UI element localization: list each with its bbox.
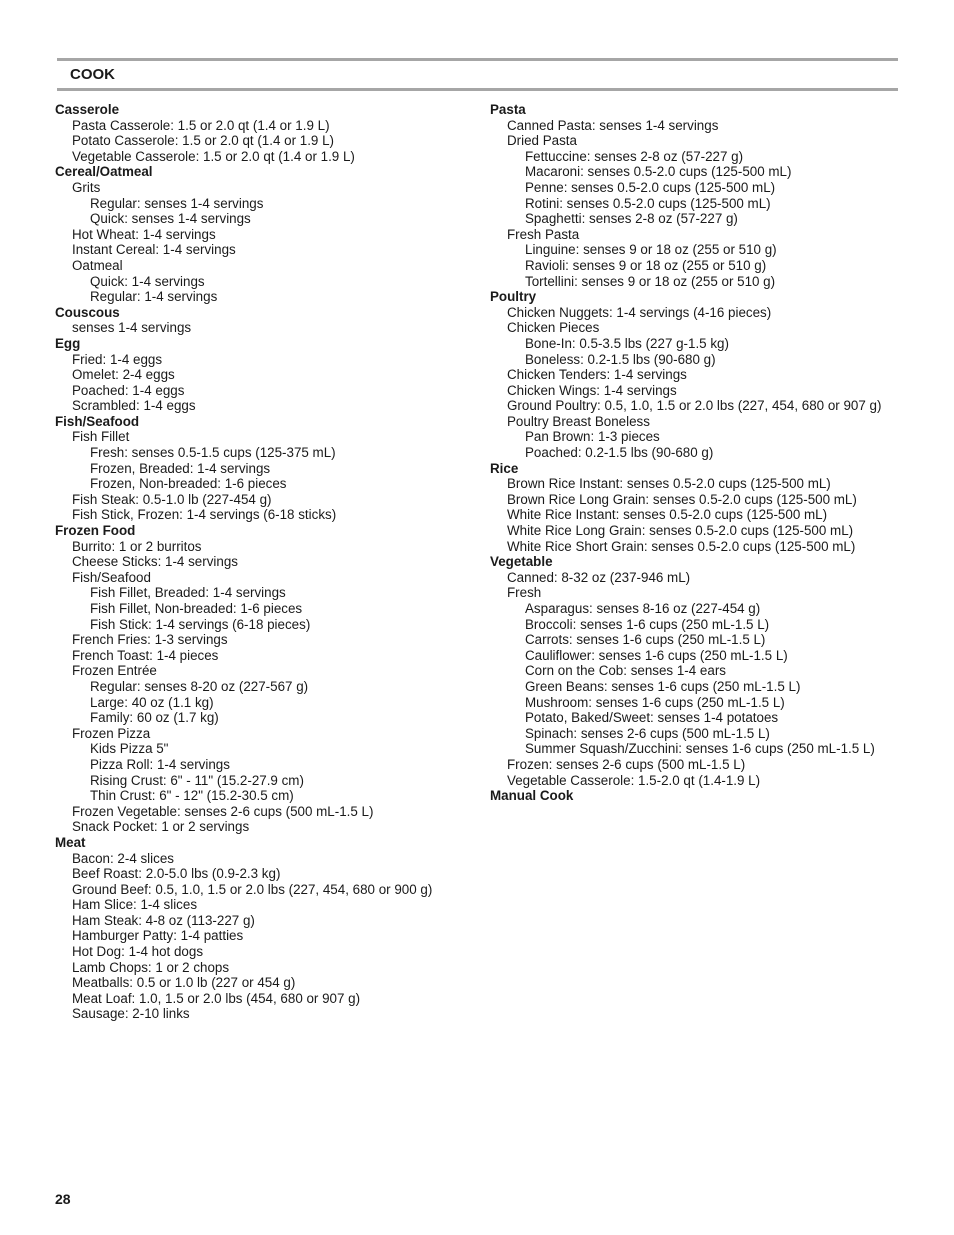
sub-list-item: Family: 60 oz (1.7 kg) [90,710,219,726]
sub-list-item: Ravioli: senses 9 or 18 oz (255 or 510 g) [525,257,767,273]
category-heading: Vegetable [490,554,553,570]
sub-list-item: Penne: senses 0.5-2.0 cups (125-500 mL) [525,179,776,195]
list-item: Dried Pasta [507,133,577,149]
category-heading: Meat [55,834,86,850]
list-item: Ham Steak: 4-8 oz (113-227 g) [72,912,255,928]
list-item: White Rice Long Grain: senses 0.5-2.0 cups (125-500 mL) [507,523,854,539]
sub-list-item: Macaroni: senses 0.5-2.0 cups (125-500 mL) [525,164,792,180]
sub-list-item: Rotini: senses 0.5-2.0 cups (125-500 mL) [525,195,771,211]
page-number: 28 [55,1191,71,1207]
list-item: Potato Casserole: 1.5 or 2.0 qt (1.4 or 1.9 L) [72,133,335,149]
sub-list-item: Frozen, Breaded: 1-4 servings [90,460,271,476]
category-heading: Frozen Food [55,523,136,539]
sub-list-item: Linguine: senses 9 or 18 oz (255 or 510 g) [525,242,777,258]
list-item: Ham Slice: 1-4 slices [72,897,198,913]
list-item: Grits [72,179,101,195]
header-rule-bottom [57,88,898,91]
list-item: Lamb Chops: 1 or 2 chops [72,959,230,975]
list-item: Canned: 8-32 oz (237-946 mL) [507,569,691,585]
list-item: Chicken Tenders: 1-4 servings [507,367,687,383]
category-heading: Rice [490,460,519,476]
list-item: Hot Dog: 1-4 hot dogs [72,944,204,960]
sub-list-item: Fish Fillet, Breaded: 1-4 servings [90,585,286,601]
sub-list-item: Carrots: senses 1-6 cups (250 mL-1.5 L) [525,632,766,648]
page-heading: COOK [70,66,115,83]
sub-list-item: Spaghetti: senses 2-8 oz (57-227 g) [525,211,738,227]
list-item: Ground Poultry: 0.5, 1.0, 1.5 or 2.0 lbs (227, 454, 680 or 907 g) [507,398,882,414]
list-item: Vegetable Casserole: 1.5-2.0 qt (1.4-1.9 L) [507,772,761,788]
sub-list-item: Poached: 0.2-1.5 lbs (90-680 g) [525,445,714,461]
sub-list-item: Cauliflower: senses 1-6 cups (250 mL-1.5 L) [525,647,788,663]
list-item: Chicken Nuggets: 1-4 servings (4-16 pieces) [507,304,772,320]
list-item: Canned Pasta: senses 1-4 servings [507,117,719,133]
list-item: French Fries: 1-3 servings [72,632,228,648]
list-item: White Rice Short Grain: senses 0.5-2.0 cups (125-500 mL) [507,538,856,554]
list-item: Chicken Pieces [507,320,600,336]
list-item: Brown Rice Instant: senses 0.5-2.0 cups (125-500 mL) [507,476,831,492]
sub-list-item: Fish Fillet, Non-breaded: 1-6 pieces [90,601,303,616]
list-item: French Toast: 1-4 pieces [72,647,219,663]
list-item: Meat Loaf: 1.0, 1.5 or 2.0 lbs (454, 680 or 907 g) [72,990,361,1006]
list-item: Hamburger Patty: 1-4 patties [72,928,244,944]
list-item: Cheese Sticks: 1-4 servings [72,554,238,570]
list-item: senses 1-4 servings [72,320,192,336]
category-heading: Poultry [490,289,537,305]
list-item: Frozen Pizza [72,725,151,741]
sub-list-item: Quick: 1-4 servings [90,273,205,289]
list-item: Burrito: 1 or 2 burritos [72,538,202,554]
right-column [490,102,910,804]
sub-list-item: Pizza Roll: 1-4 servings [90,756,230,772]
list-item: Fish Stick, Frozen: 1-4 servings (6-18 sticks) [72,507,337,523]
sub-list-item: Boneless: 0.2-1.5 lbs (90-680 g) [525,351,716,367]
category-heading: Manual Cook [490,788,574,804]
list-item: Frozen Entrée [72,663,157,679]
list-item: Chicken Wings: 1-4 servings [507,382,677,398]
sub-list-item: Summer Squash/Zucchini: senses 1-6 cups (250 mL-1.5 L) [525,741,875,757]
category-heading: Casserole [55,102,120,117]
category-heading: Cereal/Oatmeal [55,164,153,180]
sub-list-item: Potato, Baked/Sweet: senses 1-4 potatoes [525,710,779,726]
list-item: Fresh Pasta [507,226,580,242]
sub-list-item: Quick: senses 1-4 servings [90,211,251,227]
sub-list-item: Frozen, Non-breaded: 1-6 pieces [90,476,287,492]
sub-list-item: Regular: senses 1-4 servings [90,195,264,211]
sub-list-item: Regular: senses 8-20 oz (227-567 g) [90,678,309,694]
list-item: Meatballs: 0.5 or 1.0 lb (227 or 454 g) [72,975,296,991]
list-item: Pasta Casserole: 1.5 or 2.0 qt (1.4 or 1.9 L) [72,117,330,133]
list-item: Beef Roast: 2.0-5.0 lbs (0.9-2.3 kg) [72,866,281,882]
sub-list-item: Mushroom: senses 1-6 cups (250 mL-1.5 L) [525,694,785,710]
list-item: Fish Fillet [72,429,130,445]
list-item: Poached: 1-4 eggs [72,382,185,398]
sub-list-item: Fresh: senses 0.5-1.5 cups (125-375 mL) [90,445,336,461]
list-item: Scrambled: 1-4 eggs [72,398,196,414]
sub-list-item: Kids Pizza 5" [90,741,169,757]
list-item: Frozen Vegetable: senses 2-6 cups (500 mL-1.5 L) [72,803,374,819]
list-item: Oatmeal [72,257,123,273]
list-item: Vegetable Casserole: 1.5 or 2.0 qt (1.4 or 1.9 L) [72,148,355,164]
sub-list-item: Green Beans: senses 1-6 cups (250 mL-1.5 L) [525,678,801,694]
list-item: Frozen: senses 2-6 cups (500 mL-1.5 L) [507,756,746,772]
sub-list-item: Large: 40 oz (1.1 kg) [90,694,214,710]
sub-list-item: Rising Crust: 6" - 11" (15.2-27.9 cm) [90,772,304,788]
list-item: Fish Steak: 0.5-1.0 lb (227-454 g) [72,491,272,507]
list-item: White Rice Instant: senses 0.5-2.0 cups (125-500 mL) [507,507,828,523]
sub-list-item: Corn on the Cob: senses 1-4 ears [525,663,726,679]
list-item: Snack Pocket: 1 or 2 servings [72,819,250,835]
sub-list-item: Broccoli: senses 1-6 cups (250 mL-1.5 L) [525,616,770,632]
sub-list-item: Spinach: senses 2-6 cups (500 mL-1.5 L) [525,725,770,741]
sub-list-item: Thin Crust: 6" - 12" (15.2-30.5 cm) [90,788,294,804]
list-item: Hot Wheat: 1-4 servings [72,226,216,242]
list-item: Fish/Seafood [72,569,151,585]
list-item: Bacon: 2-4 slices [72,850,174,866]
list-item: Instant Cereal: 1-4 servings [72,242,236,258]
category-heading: Couscous [55,304,120,320]
category-heading: Pasta [490,102,526,117]
list-item: Fried: 1-4 eggs [72,351,163,367]
category-heading: Egg [55,335,81,351]
list-item: Ground Beef: 0.5, 1.0, 1.5 or 2.0 lbs (227, 454, 680 or 900 g) [72,881,433,897]
list-item: Omelet: 2-4 eggs [72,367,175,383]
sub-list-item: Bone-In: 0.5-3.5 lbs (227 g-1.5 kg) [525,335,729,351]
sub-list-item: Fettuccine: senses 2-8 oz (57-227 g) [525,148,744,164]
category-heading: Fish/Seafood [55,413,140,429]
sub-list-item: Asparagus: senses 8-16 oz (227-454 g) [525,601,761,616]
header-rule-top [57,58,898,61]
list-item: Sausage: 2-10 links [72,1006,190,1022]
sub-list-item: Tortellini: senses 9 or 18 oz (255 or 510 g) [525,273,776,289]
list-item: Brown Rice Long Grain: senses 0.5-2.0 cups (125-500 mL) [507,491,857,507]
sub-list-item: Fish Stick: 1-4 servings (6-18 pieces) [90,616,311,632]
sub-list-item: Regular: 1-4 servings [90,289,218,305]
sub-list-item: Pan Brown: 1-3 pieces [525,429,660,445]
list-item: Fresh [507,585,542,601]
list-item: Poultry Breast Boneless [507,413,650,429]
left-column [55,102,475,1022]
